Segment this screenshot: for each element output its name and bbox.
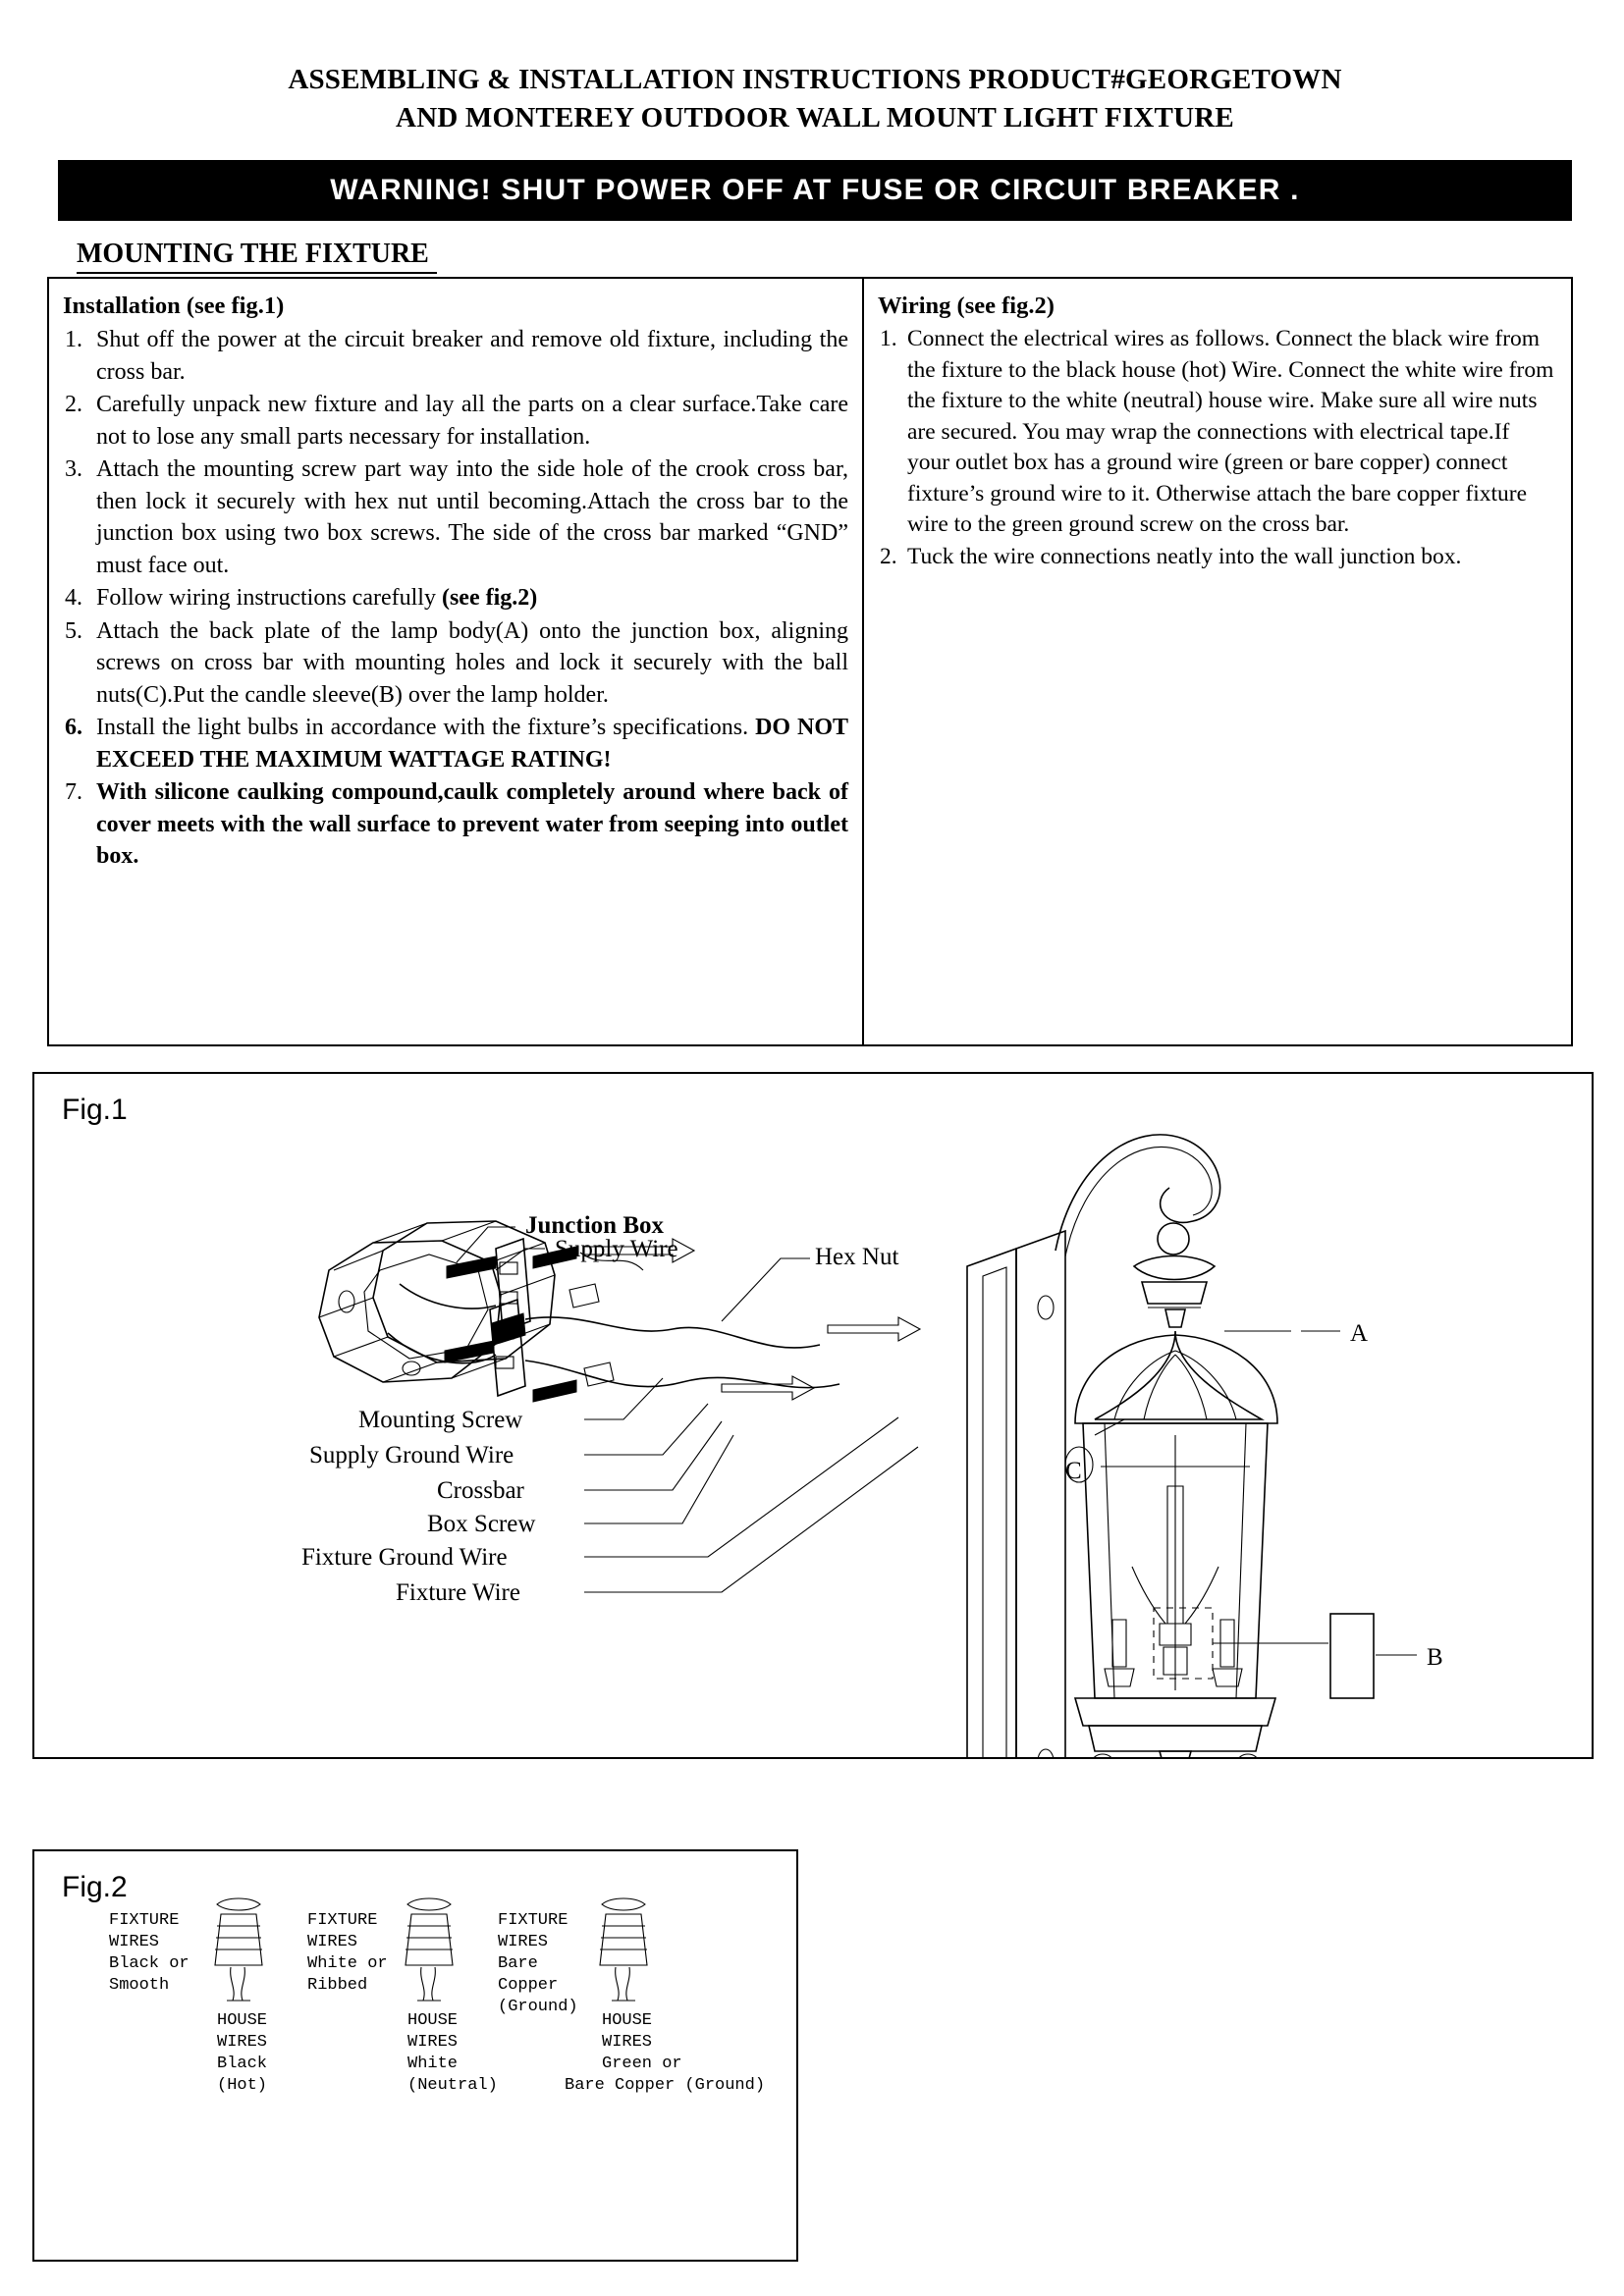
figure-2-label: Fig.2 — [62, 1871, 128, 1903]
step-number: 1. — [65, 327, 82, 352]
house-label-line: WIRES — [407, 2033, 459, 2052]
step-number: 6. — [65, 715, 82, 740]
wiring-heading: Wiring (see fig.2) — [878, 293, 1055, 319]
house-label-line: HOUSE — [217, 2011, 268, 2030]
callout-crossbar: Crossbar — [437, 1477, 524, 1504]
step-number: 7. — [65, 779, 82, 805]
step-text: Shut off the power at the circuit breaker and remove old fixture, including the cross bar. — [96, 327, 848, 385]
callout-part-a: A — [1350, 1320, 1369, 1347]
step-text: Tuck the wire connections neatly into the wall junction box. — [907, 543, 1462, 569]
house-label-line: (Hot) — [217, 2076, 268, 2095]
house-label-line: (Neutral) — [407, 2076, 498, 2095]
figure-2-panel — [32, 1849, 798, 2262]
instructions-table — [47, 277, 1573, 1046]
fixture-label-line: (Ground) — [498, 1998, 578, 2016]
fixture-label-line: Black or — [109, 1954, 189, 1973]
figure-2-drawing — [34, 1851, 796, 2260]
step-number: 3. — [65, 456, 82, 482]
fixture-label-line: Bare — [498, 1954, 538, 1973]
house-label-line: White — [407, 2055, 459, 2073]
list-item — [63, 582, 848, 614]
warning-text: WARNING! SHUT POWER OFF AT FUSE OR CIRCUIT BREAKER . — [330, 174, 1300, 206]
junction-box-graphic — [319, 1221, 555, 1382]
fixture-label-line: Ribbed — [307, 1976, 368, 1995]
wire-nut-icon — [600, 1898, 647, 2001]
fixture-label-line: WIRES — [307, 1933, 358, 1951]
callout-fixture-wire: Fixture Wire — [396, 1579, 520, 1606]
callout-supply-ground-wire: Supply Ground Wire — [309, 1442, 514, 1468]
house-label-line: Green or — [602, 2055, 682, 2073]
wiring-group-ground — [498, 1898, 765, 2095]
callout-fixture-ground-wire: Fixture Ground Wire — [301, 1544, 508, 1571]
fixture-label-line: WIRES — [109, 1933, 160, 1951]
fixture-label-line: Smooth — [109, 1976, 170, 1995]
wire-nut-icon — [215, 1898, 262, 2001]
figure-1-panel — [32, 1072, 1594, 1759]
list-item — [878, 324, 1555, 541]
wiring-steps — [878, 324, 1555, 572]
house-label-line: HOUSE — [602, 2011, 653, 2030]
step-number: 1. — [880, 326, 897, 351]
step-text: Install the light bulbs in accordance with the fixture’s specifications. — [96, 715, 756, 740]
step-text: Carefully unpack new fixture and lay all the parts on a clear surface.Take care not to lose any small parts necessary for installation. — [96, 392, 848, 450]
fixture-label-line: White or — [307, 1954, 388, 1973]
wiring-group-black-hot — [109, 1898, 267, 2095]
callout-supply-wire: Supply Wire — [555, 1236, 678, 1262]
callout-leader-lines — [457, 1227, 1417, 1655]
list-item — [63, 615, 848, 712]
title-line-1: ASSEMBLING & INSTALLATION INSTRUCTIONS PRODUCT#GEORGETOWN — [288, 64, 1342, 95]
step-text-bold: With silicone caulking compound,caulk completely around where back of cover meets with the wall surface to prevent water from seeping into outlet box. — [96, 779, 848, 869]
wire-nut-icon — [406, 1898, 453, 2001]
list-item — [63, 776, 848, 873]
list-item — [878, 542, 1555, 573]
step-text: Attach the mounting screw part way into the side hole of the crook cross bar, then lock it securely with hex nut until becoming.Attach the cross bar to the junction box using two box screws. The side of the cross bar marked “GND” must face out. — [96, 456, 848, 578]
step-text: Connect the electrical wires as follows. Connect the black wire from the fixture to the black house (hot) Wire. Connect the white wire from the fixture to the white (neutral) house wire. Make sure all wire nuts are secured. You may wrap the connections with electrical tape.If your outlet box has a ground wire (green or bare copper) connect fixture’s ground wire to it. Otherwise attach the bare copper fixture wire to the green ground screw on the cross bar. — [907, 326, 1554, 537]
step-number: 2. — [65, 392, 82, 417]
list-item — [63, 454, 848, 581]
callout-box-screw: Box Screw — [427, 1511, 536, 1537]
installation-column — [49, 279, 864, 1044]
mounting-heading: MOUNTING THE FIXTURE — [77, 239, 437, 274]
house-label-line: WIRES — [602, 2033, 653, 2052]
callout-part-b: B — [1427, 1644, 1443, 1671]
fixture-label-line: WIRES — [498, 1933, 549, 1951]
title-line-2: AND MONTEREY OUTDOOR WALL MOUNT LIGHT FIXTURE — [396, 102, 1234, 133]
installation-steps — [63, 324, 848, 873]
callout-part-c: C — [1065, 1458, 1082, 1484]
step-text-bold: (see fig.2) — [441, 585, 538, 611]
step-text-bold: DO NOT EXCEED THE MAXIMUM WATTAGE RATING! — [96, 715, 848, 773]
wall-lantern-graphic — [967, 1135, 1374, 1757]
wire-nut-graphic — [569, 1284, 614, 1386]
step-text: Follow wiring instructions carefully — [96, 585, 442, 611]
figure-1-label: Fig.1 — [62, 1094, 128, 1126]
list-item — [63, 712, 848, 775]
figure-1-drawing — [34, 1074, 1592, 1757]
list-item — [63, 389, 848, 453]
callout-mounting-screw: Mounting Screw — [358, 1407, 523, 1433]
step-number: 4. — [65, 585, 82, 611]
house-label-line: WIRES — [217, 2033, 268, 2052]
house-label-line: Bare Copper (Ground) — [565, 2076, 766, 2095]
warning-banner — [58, 160, 1572, 221]
installation-heading: Installation (see fig.1) — [63, 293, 285, 319]
fixture-label-line: FIXTURE — [109, 1911, 180, 1930]
callout-junction-box: Junction Box — [525, 1212, 665, 1239]
step-number: 2. — [880, 543, 897, 569]
house-label-line: HOUSE — [407, 2011, 459, 2030]
fixture-label-line: Copper — [498, 1976, 559, 1995]
callout-hex-nut: Hex Nut — [815, 1244, 899, 1270]
step-number: 5. — [65, 617, 82, 644]
house-label-line: Black — [217, 2055, 268, 2073]
step-text: Attach the back plate of the lamp body(A) onto the junction box, aligning screws on cross bar with mounting holes and lock it securely with the ball nuts(C).Put the candle sleeve(B) over the lamp holder. — [96, 617, 848, 708]
fixture-label-line: FIXTURE — [498, 1911, 568, 1930]
list-item — [63, 324, 848, 388]
fixture-label-line: FIXTURE — [307, 1911, 378, 1930]
page-title — [69, 61, 1561, 137]
wiring-column — [864, 279, 1571, 1044]
wiring-group-white-neutral — [307, 1898, 498, 2095]
